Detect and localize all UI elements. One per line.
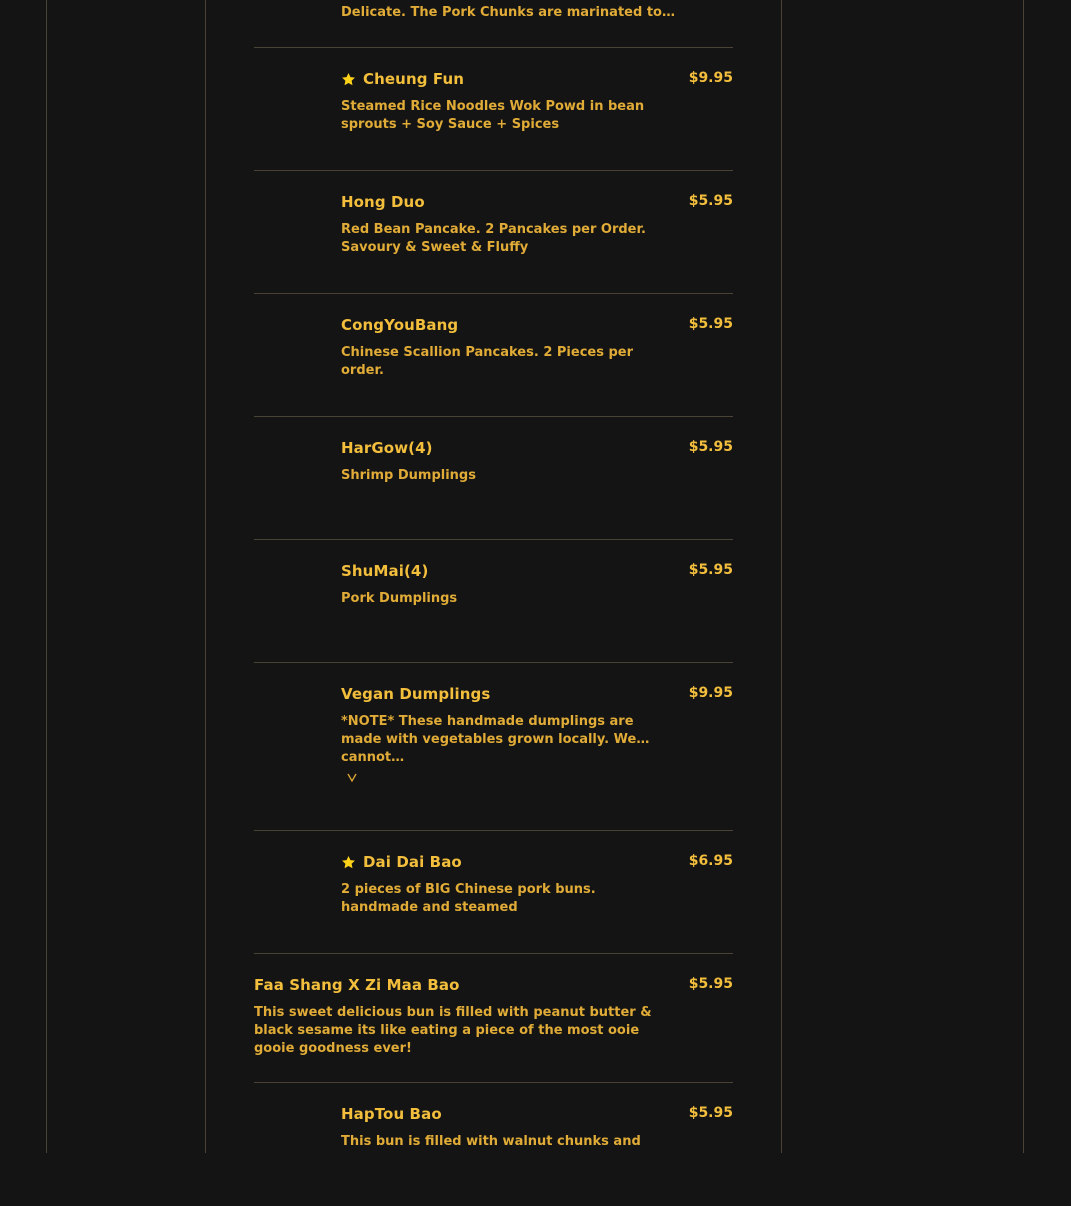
item-name: CongYouBang (341, 316, 459, 334)
item-price: $9.95 (688, 685, 733, 701)
item-name: HarGow(4) (341, 439, 433, 457)
item-description: Steamed Rice Noodles Wok Powd in bean sprouts + Soy Sauce + Spices (341, 99, 645, 132)
menu-item[interactable] (254, 831, 733, 954)
item-description: Chinese Scallion Pancakes. 2 Pieces per order. (341, 345, 634, 378)
item-price: $5.95 (688, 316, 733, 332)
item-name: Hong Duo (341, 193, 425, 211)
item-description: Red Bean Pancake. 2 Pancakes per Order. Savoury & Sweet & Fluffy (341, 222, 646, 255)
menu-item[interactable] (254, 540, 733, 663)
item-description: This bun is filled with walnut chunks and (341, 1134, 641, 1149)
item-price: $5.95 (688, 562, 733, 578)
menu-item[interactable] (254, 1083, 733, 1206)
item-description: Pork Dumplings (341, 591, 458, 606)
item-price: $6.95 (688, 853, 733, 869)
item-price: $9.95 (688, 70, 733, 86)
item-name: ShuMai(4) (341, 562, 429, 580)
menu-item[interactable] (254, 48, 733, 171)
item-price: $5.95 (688, 1105, 733, 1121)
star-icon (341, 72, 356, 87)
menu-item[interactable] (254, 954, 733, 1083)
item-name: Faa Shang X Zi Maa Bao (254, 976, 460, 994)
item-name: Dai Dai Bao (363, 853, 462, 871)
item-description: This sweet delicious bun is filled with peanut butter & black sesame its like eating a piece of the most ooie gooie goodness ever! (254, 1005, 652, 1056)
item-price: $5.95 (688, 439, 733, 455)
menu-item[interactable] (254, 417, 733, 540)
item-description: *NOTE* These handmade dumplings are made with vegetables grown locally. We cannot… (341, 714, 637, 765)
star-icon (341, 855, 356, 870)
item-description: 2 pieces of BIG Chinese pork buns. handmade and steamed (341, 882, 596, 915)
item-name: HapTou Bao (341, 1105, 442, 1123)
menu-item[interactable] (254, 294, 733, 417)
item-price: $5.95 (688, 193, 733, 209)
menu-item[interactable] (254, 171, 733, 294)
item-description: Delicate. The Pork Chunks are marinated to… (341, 5, 675, 20)
chevron-down-icon[interactable] (346, 771, 358, 783)
item-price: $5.95 (688, 976, 733, 992)
item-description: Shrimp Dumplings (341, 468, 476, 483)
menu-item[interactable] (254, 0, 733, 48)
item-name: Cheung Fun (363, 70, 465, 88)
item-name: Vegan Dumplings (341, 685, 491, 703)
menu-item[interactable] (254, 663, 733, 831)
